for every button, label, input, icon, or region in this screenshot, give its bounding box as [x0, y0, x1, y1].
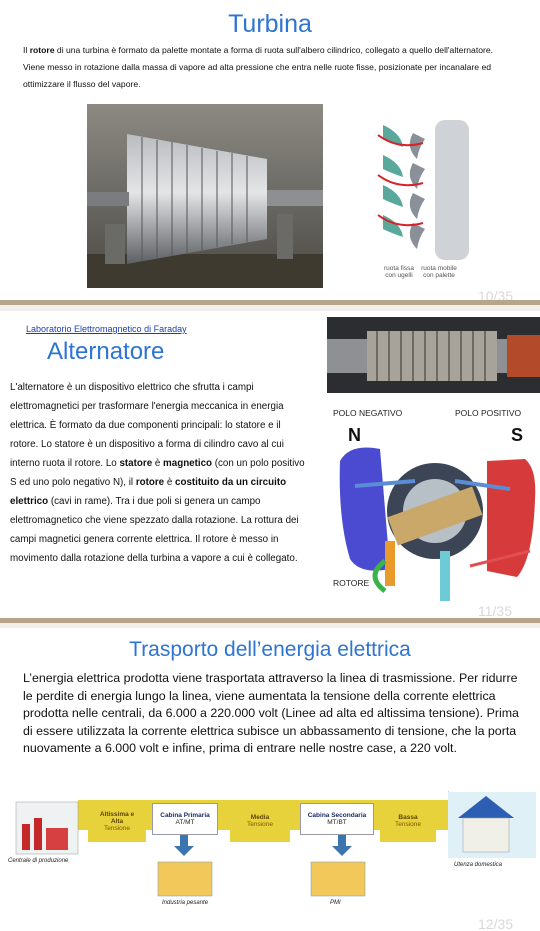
caption-fixed-wheel: ruota fissa con ugelli	[384, 265, 414, 279]
house-icon	[448, 792, 536, 858]
alternator-photo	[327, 317, 540, 393]
power-plant-icon	[16, 802, 78, 854]
slide-title: Trasporto dell’energia elettrica	[129, 638, 411, 661]
energy-transport-diagram	[8, 788, 536, 923]
centrale-label: Centrale di produzione	[8, 858, 69, 864]
cabina-secondaria-box: Cabina Secondaria MT/BT	[300, 803, 374, 835]
industria-label: Industria pesante	[162, 900, 209, 906]
pmi-label: PMI	[330, 900, 341, 906]
media-tensione-box: Media Tensione	[230, 800, 290, 842]
slide-title: Alternatore	[47, 338, 165, 365]
positive-pole-label: POLO POSITIVO	[455, 408, 522, 418]
page-number: 11/35	[478, 603, 512, 618]
cabina-primaria-box: Cabina Primaria AT/MT	[152, 803, 218, 835]
rotor-label: ROTORE	[333, 578, 370, 588]
alternatore-paragraph: L'alternatore è un dispositivo elettrico che sfrutta i campi elettromagnetici per trasformare l'energia meccanica in energia elettrica. È formato da due componenti principali: lo statore e il rotore. Lo statore è un dispositivo a forma di cilindro cavo al cui interno ruota il rotore. Lo statore è magnetico (con un polo positivo S ed uno polo negativo N), il rotore è costituito da un circuito elettrico (cavi in rame). Tra i due poli si genera un campo elettromagnetico che viene spezzato dalla rotazione. La rottura dei campi magnetici genera corrente elettrica. Il rotore è messo in movimento dalla rotazione della turbina a vapore a cui è collegato.	[10, 382, 305, 564]
altissima-tensione-box: Altissima e Alta Tensione	[88, 800, 146, 842]
slide-title: Turbina	[228, 10, 312, 38]
blade-diagram	[373, 115, 473, 265]
faraday-lab-link[interactable]: Laboratorio Elettromagnetico di Faraday	[26, 324, 187, 334]
turbina-paragraph: Il rotore di una turbina è formato da palette montate a forma di ruota sull'albero cilindrico, collegato a quello dell'alternatore. Viene messo in rotazione dalla massa di vapore ad alta pressione che entra nelle ruote fisse, posizionate per incanalare ed ottimizzare il flusso del vapore.	[23, 45, 494, 89]
slide-turbina	[0, 0, 540, 300]
page-number: 12/35	[478, 916, 514, 931]
page-number: 10/35	[478, 288, 514, 300]
negative-pole-label: POLO NEGATIVO	[333, 408, 403, 418]
trasporto-paragraph: L’energia elettrica prodotta viene trasportata attraverso la linea di trasmissione. Per ridurre le perdite di energia lungo la linea, viene aumentata la tensione della corrente elettrica prodotta nelle centrali, da 6.000 a 220.000 volt (Linee ad alta ed altissima tensione). Prima di essere utilizzata la corrente elettrica subisce un abbassamento di tensione, che la porta nuovamente a 6.000 volt e infine, prima di entrare nelle nostre case, a 220 volt.	[23, 671, 519, 755]
turbine-rotor-photo	[87, 104, 323, 288]
utenza-label: Utenza domestica	[454, 862, 503, 868]
caption-mobile-wheel: ruota mobile con palette	[421, 265, 457, 279]
slide-trasporto	[0, 628, 540, 931]
pole-s-label: S	[511, 425, 524, 445]
pole-n-label: N	[348, 425, 361, 445]
alternator-diagram	[330, 441, 540, 601]
slide-alternatore	[0, 311, 540, 618]
bassa-tensione-box: Bassa Tensione	[380, 800, 436, 842]
